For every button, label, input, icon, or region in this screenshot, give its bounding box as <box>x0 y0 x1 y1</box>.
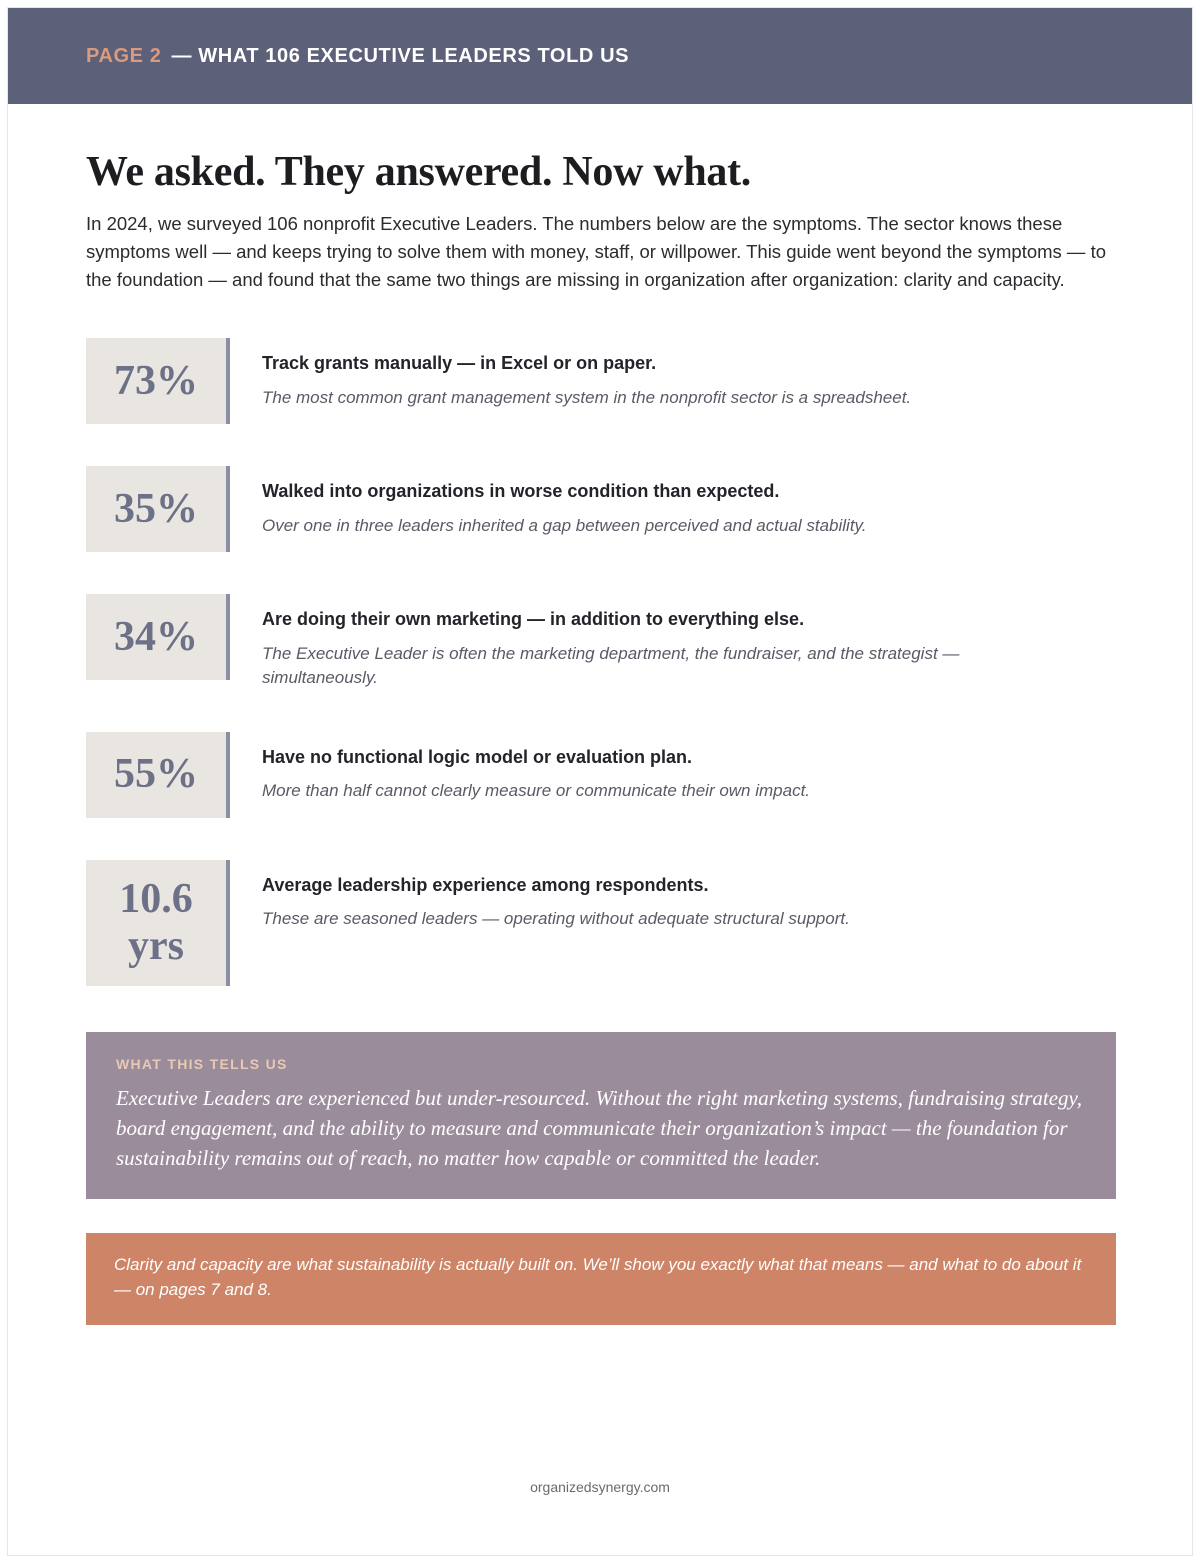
stat-item <box>86 466 1116 552</box>
stat-item <box>86 338 1116 424</box>
callout-label: WHAT THIS TELLS US <box>116 1055 288 1072</box>
stat-subtext: The Executive Leader is often the marketing department, the fundraiser, and the strategist — simultaneously. <box>262 643 960 687</box>
stat-unit: yrs <box>128 922 184 969</box>
stat-subtext: These are seasoned leaders — operating without adequate structural support. <box>262 909 850 929</box>
stat-subtext: The most common grant management system in the nonprofit sector is a spreadsheet. <box>262 387 912 407</box>
stat-value-chip <box>86 594 230 680</box>
stat-text-block <box>230 732 1116 804</box>
callout-box <box>86 1032 1116 1199</box>
stat-value-chip <box>86 732 230 818</box>
stat-subtext: Over one in three leaders inherited a gap between perceived and actual stability. <box>262 515 867 535</box>
stat-headline: Have no functional logic model or evaluation plan. <box>262 746 693 767</box>
header-page-number: PAGE 2 <box>86 44 162 67</box>
stat-value-chip <box>86 466 230 552</box>
stat-headline: Walked into organizations in worse condition than expected. <box>262 481 780 502</box>
stat-headline: Track grants manually — in Excel or on paper. <box>262 353 657 374</box>
stat-text-block <box>230 594 1116 690</box>
footer-website: organizedsynergy.com <box>530 1479 670 1495</box>
stat-value-chip <box>86 860 230 986</box>
header-content <box>8 45 629 68</box>
page-header-bar <box>8 8 1192 104</box>
stat-item <box>86 594 1116 690</box>
stat-value: 10.6 <box>119 875 193 922</box>
stat-value: 34% <box>114 613 198 660</box>
stat-item <box>86 860 1116 986</box>
stat-text-block <box>230 338 1116 410</box>
stat-item <box>86 732 1116 818</box>
stat-subtext: More than half cannot clearly measure or communicate their own impact. <box>262 781 811 801</box>
stat-value-chip <box>86 338 230 424</box>
stat-value: 35% <box>114 485 198 532</box>
page-footer <box>8 1479 1192 1495</box>
header-title: — WHAT 106 EXECUTIVE LEADERS TOLD US <box>171 44 630 67</box>
page-title: We asked. They answered. Now what. <box>86 149 751 195</box>
stat-text-block <box>230 860 1116 932</box>
note-banner <box>86 1233 1116 1324</box>
stat-value: 73% <box>114 357 198 404</box>
statistics-list <box>86 338 1116 986</box>
page-content <box>86 148 1116 1325</box>
intro-paragraph: In 2024, we surveyed 106 nonprofit Executive Leaders. The numbers below are the symptoms. The sector knows these symptoms well — and keeps trying to solve them with money, staff, or willpower. This guide went beyond the symptoms — to the foundation — and found that the same two things are missing in organization after organization: clarity and capacity. <box>86 213 1107 291</box>
callout-body: Executive Leaders are experienced but under-resourced. Without the right marketing systems, fundraising strategy, board engagement, and the ability to measure and communicate their organization’s impact — the foundation for sustainability remains out of reach, no matter how capable or committed the leader. <box>116 1085 1082 1170</box>
stat-value: 55% <box>114 751 198 798</box>
stat-headline: Average leadership experience among respondents. <box>262 874 709 895</box>
note-text: Clarity and capacity are what sustainability is actually built on. We’ll show you exactly what that means — and what to do about it — on pages 7 and 8. <box>114 1255 1082 1300</box>
stat-headline: Are doing their own marketing — in addition to everything else. <box>262 609 805 630</box>
document-page <box>8 8 1192 1555</box>
stat-text-block <box>230 466 1116 538</box>
